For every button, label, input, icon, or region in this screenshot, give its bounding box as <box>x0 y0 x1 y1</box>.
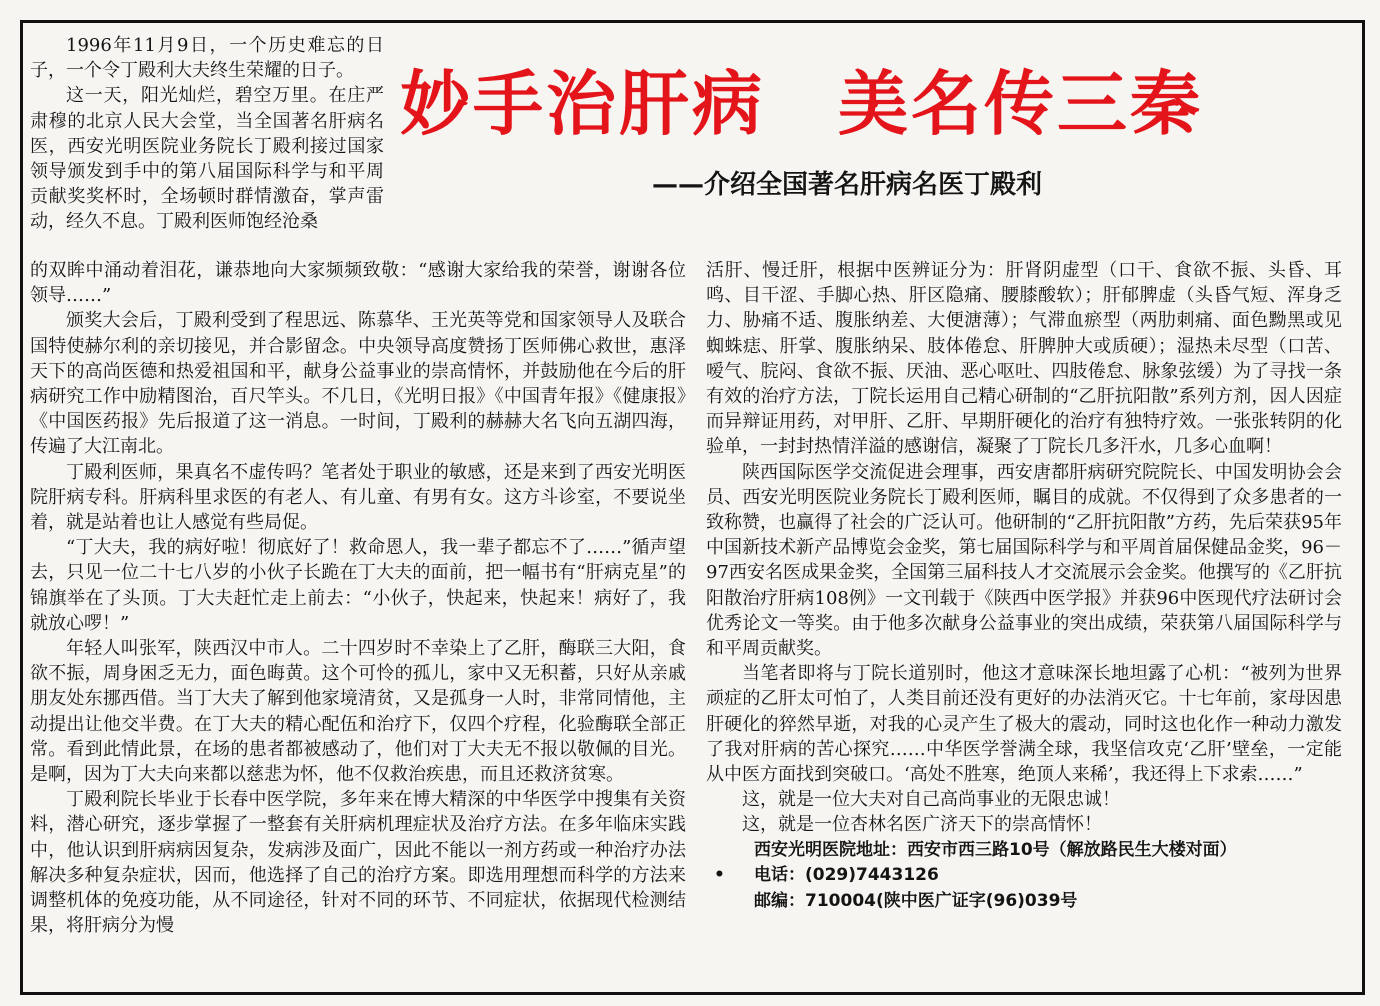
paragraph: 年轻人叫张军，陕西汉中市人。二十四岁时不幸染上了乙肝，酶联三大阳，食欲不振，周身困乏无力，面色晦黄。这个可怜的孤儿，家中又无积蓄，只好从亲戚朋友处东挪西借。当丁大夫了解到他家境清贫，又是孤身一人时，非常同情他，主动提出让他交半费。在丁大夫的精心配伍和治疗下，仅四个疗程，化验酶联全部正常。看到此情此景，在场的患者都被感动了，他们对丁大夫无不报以敬佩的目光。是啊，因为丁大夫向来都以慈悲为怀，他不仅救治疾患，而且还救济贫寒。 <box>30 638 686 786</box>
contact-phone-row: • 电话：(029)7443126 <box>714 865 939 886</box>
column-c-body <box>706 258 1342 838</box>
column-a <box>30 33 384 235</box>
paragraph: 当笔者即将与丁院长道别时，他这才意味深长地坦露了心机：“被列为世界顽症的乙肝太可怕了，人类目前还没有更好的办法消灭它。十七年前，家母因患肝硬化的猝然早逝，对我的心灵产生了极大的震动，同时这也化作一种动力激发了我对肝病的苦心探究……中华医学誉满全球，我坚信攻克‘乙肝’壁垒，一定能从中医方面找到突破口。‘高处不胜寒，绝顶人来稀’，我还得上下求索……” <box>706 663 1342 786</box>
paragraph: 活肝、慢迁肝，根据中医辨证分为：肝肾阴虚型（口干、食欲不振、头昏、耳鸣、目干涩、手脚心热、肝区隐痛、腰膝酸软）；肝郁脾虚（头昏气短、浑身乏力、胁痛不适、腹胀纳差、大便溏薄）；气滞血瘀型（两肋刺痛、面色黝黑或见蜘蛛痣、肝掌、腹胀纳呆、肢体倦怠、肝脾肿大或质硬）；湿热未尽型（口苦、嗳气、脘闷、食欲不振、厌油、恶心呕吐、四肢倦怠、脉象弦缓）为了寻找一条有效的治疗方法，丁院长运用自己精心研制的“乙肝抗阳散”系列方剂，因人因症而异辩证用药，对甲肝、乙肝、早期肝硬化的治疗有独特疗效。一张张转阴的化验单，一封封热情洋溢的感谢信，凝聚了丁院长几多汗水，几多心血啊！ <box>706 260 1342 458</box>
paragraph: 丁殿利院长毕业于长春中医学院，多年来在博大精深的中华医学中搜集有关资料，潜心研究，逐步掌握了一整套有关肝病机理症状及治疗方法。在多年临床实践中，他认识到肝病病因复杂，发病涉及面广，因此不能以一剂方药或一种治疗办法解决多种复杂症状，因而，他选择了自己的治疗方案。即选用理想而科学的方法来调整机体的免疫功能，从不同途径，针对不同的环节、不同症状，依据现代检测结果，将肝病分为慢 <box>30 789 686 937</box>
paragraph: 丁殿利医师，果真名不虚传吗？笔者处于职业的敏感，还是来到了西安光明医院肝病专科。肝病科里求医的有老人、有儿童、有男有女。这方斗诊室，不要说坐着，就是站着也让人感觉有些局促。 <box>30 461 686 534</box>
contact-postcode: 邮编：710004(陕中医广证字(96)039号 <box>754 890 1078 911</box>
paragraph: 这一天，阳光灿烂，碧空万里。在庄严肃穆的北京人民大会堂，当全国著名肝病名医，西安光明医院业务院长丁殿利接过国家领导颁发到手中的第八届国际科学与和平周贡献奖奖杯时，全场顿时群情激奋，掌声雷动，经久不息。丁殿利医师饱经沧桑 <box>30 85 384 233</box>
subtitle: ——介绍全国著名肝病名医丁殿利 <box>652 170 1043 200</box>
paragraph: 陕西国际医学交流促进会理事，西安唐都肝病研究院院长、中国发明协会会员、西安光明医院业务院长丁殿利医师，瞩目的成就。不仅得到了众多患者的一致称赞，也赢得了社会的广泛认可。他研制的“乙肝抗阳散”方药，先后荣获95年中国新技术新产品博览会金奖，第七届国际科学与和平周首届保健品金奖，96－97西安名医成果金奖，全国第三届科技人才交流展示会金奖。他撰写的《乙肝抗阳散治疗肝病108例》一文刊载于《陕西中医学报》并获96中医现代疗法研讨会优秀论文一等奖。由于他多次献身公益事业的突出成绩，荣获第八届国际科学与和平周贡献奖。 <box>706 461 1342 660</box>
paragraph: 这，就是一位大夫对自己高尚事业的无限忠诚！ <box>742 789 1120 811</box>
paragraph: “丁大夫，我的病好啦！彻底好了！救命恩人，我一辈子都忘不了……”循声望去，只见一位二十七八岁的小伙子长跪在丁大夫的面前，把一幅书有“肝病克星”的锦旗举在了头顶。丁大夫赶忙走上前去：“小伙子，快起来，快起来！病好了，我就放心啰！” <box>30 537 686 634</box>
paragraph: 1996年11月9日，一个历史难忘的日子，一个令丁殿利大夫终生荣耀的日子。 <box>30 35 384 82</box>
paragraph: 的双眸中涌动着泪花，谦恭地向大家频频致敬：“感谢大家给我的荣誉，谢谢各位领导……” <box>30 260 686 307</box>
column-c <box>706 258 1342 914</box>
paragraph: 这，就是一位杏林名医广济天下的崇高情怀！ <box>742 814 1102 836</box>
contact-block <box>706 838 1342 915</box>
contact-address: 西安光明医院地址：西安市西三路10号（解放路民生大楼对面） <box>754 839 1237 860</box>
paragraph: 颁奖大会后，丁殿利受到了程思远、陈慕华、王光英等党和国家领导人及联合国特使赫尔利的亲切接见，并合影留念。中央领导高度赞扬丁医师佛心救世，惠泽天下的高尚医德和热爱祖国和平，献身公益事业的崇高情怀，并鼓励他在今后的肝病研究工作中励精图治，百尺竿头。不几日，《光明日报》《中国青年报》《健康报》《中国医药报》先后报道了这一消息。一时间，丁殿利的赫赫大名飞向五湖四海，传遍了大江南北。 <box>30 310 686 458</box>
contact-phone: 电话：(029)7443126 <box>754 865 939 886</box>
headline: 妙手治肝病 美名传三秦 <box>400 63 1203 145</box>
column-b <box>30 258 686 938</box>
